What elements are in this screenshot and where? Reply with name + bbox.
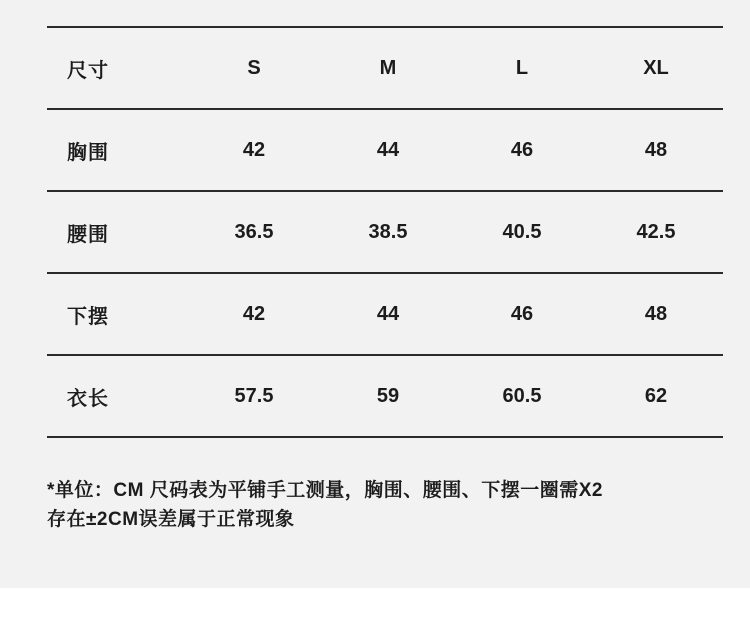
header-size-l: L xyxy=(515,56,529,79)
table-row xyxy=(47,273,723,355)
cell-waist-l: 40.5 xyxy=(502,220,542,243)
cell-chest-xl: 48 xyxy=(644,138,668,161)
cell-waist-s: 36.5 xyxy=(234,220,274,243)
cell-waist-xl: 42.5 xyxy=(636,220,676,243)
measurement-note-line-1: *单位：CM 尺码表为平铺手工测量，胸围、腰围、下摆一圈需X2 xyxy=(47,480,603,501)
row-label-chest: 胸围 xyxy=(67,141,109,164)
measurement-note-line-2: 存在±2CM误差属于正常现象 xyxy=(47,509,295,530)
header-size-xl: XL xyxy=(643,56,669,79)
cell-length-s: 57.5 xyxy=(234,384,274,407)
cell-chest-m: 44 xyxy=(376,138,400,161)
cell-length-l: 60.5 xyxy=(502,384,542,407)
row-label-waist: 腰围 xyxy=(67,223,109,246)
row-label-hem: 下摆 xyxy=(67,305,109,328)
header-size-m: M xyxy=(379,56,397,79)
table-row xyxy=(47,355,723,437)
table-row xyxy=(47,191,723,273)
cell-chest-s: 42 xyxy=(242,138,266,161)
cell-hem-s: 42 xyxy=(242,302,266,325)
cell-waist-m: 38.5 xyxy=(368,220,408,243)
cell-length-xl: 62 xyxy=(644,384,668,407)
size-table-container xyxy=(47,26,703,438)
row-label-length: 衣长 xyxy=(67,387,109,410)
bottom-white-strip xyxy=(0,588,750,628)
cell-chest-l: 46 xyxy=(510,138,534,161)
header-size-s: S xyxy=(247,56,261,79)
cell-length-m: 59 xyxy=(376,384,400,407)
table-header-row xyxy=(47,27,723,109)
size-table xyxy=(47,26,723,438)
measurement-note xyxy=(47,476,707,534)
cell-hem-l: 46 xyxy=(510,302,534,325)
table-row xyxy=(47,109,723,191)
cell-hem-xl: 48 xyxy=(644,302,668,325)
header-label-cell: 尺寸 xyxy=(67,59,109,82)
cell-hem-m: 44 xyxy=(376,302,400,325)
